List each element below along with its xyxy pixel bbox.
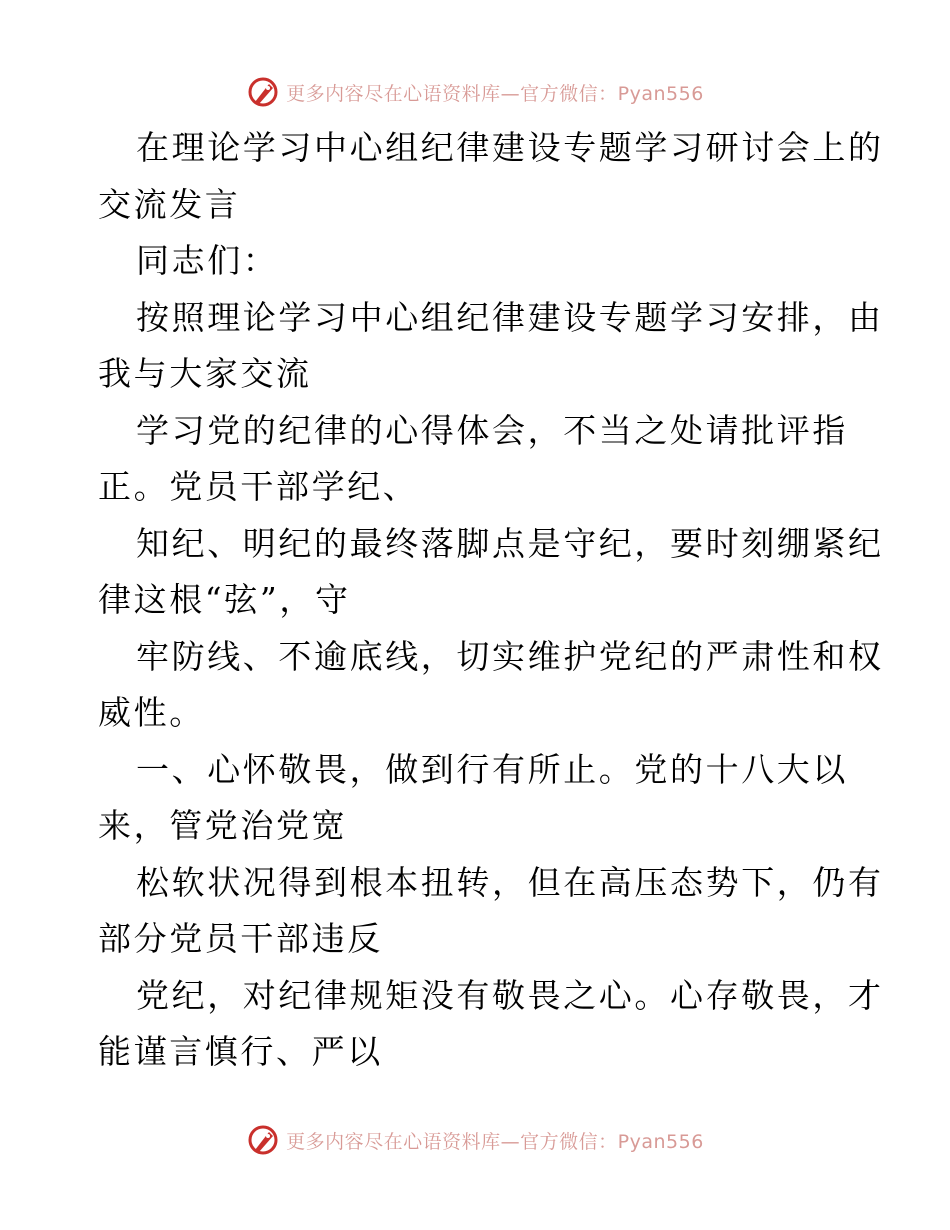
text-line: 我与大家交流 xyxy=(98,354,312,393)
text-line: 交流发言 xyxy=(98,184,241,224)
text-line: 一、心怀敬畏，做到行有所止。党的十八大以 xyxy=(136,749,848,789)
text-line: 牢防线、不逾底线，切实维护党纪的严肃性和权 xyxy=(136,636,884,676)
text-line: 学习党的纪律的心得体会，不当之处请批评指 xyxy=(136,410,848,450)
text-line: 松软状况得到根本扭转，但在高压态势下，仍有 xyxy=(136,862,884,902)
watermark-text: 更多内容尽在心语资料库—官方微信：Pyan556 xyxy=(286,82,704,105)
text-line: 在理论学习中心组纪律建设专题学习研讨会上的 xyxy=(136,128,884,167)
pen-nib-circle-icon xyxy=(246,75,280,109)
text-line: 正。党员干部学纪、 xyxy=(98,467,419,506)
watermark-footer xyxy=(0,1120,950,1160)
text-line: 能谨言慎行、严以 xyxy=(98,1032,383,1071)
text-line: 来，管党治党宽 xyxy=(98,806,348,845)
text-line: 按照理论学习中心组纪律建设专题学习安排，由 xyxy=(136,297,884,337)
text-line: 同志们： xyxy=(136,241,279,280)
text-line: 党纪，对纪律规矩没有敬畏之心。心存敬畏，才 xyxy=(136,975,884,1015)
watermark-text: 更多内容尽在心语资料库—官方微信：Pyan556 xyxy=(286,1130,704,1153)
document-body xyxy=(98,120,884,1081)
text-line: 威性。 xyxy=(98,693,205,732)
watermark-header xyxy=(0,72,950,112)
pen-nib-circle-icon xyxy=(246,1123,280,1157)
text-line: 律这根“弦”，守 xyxy=(98,580,351,619)
text-line: 部分党员干部违反 xyxy=(98,919,383,958)
text-line: 知纪、明纪的最终落脚点是守纪，要时刻绷紧纪 xyxy=(136,523,884,563)
